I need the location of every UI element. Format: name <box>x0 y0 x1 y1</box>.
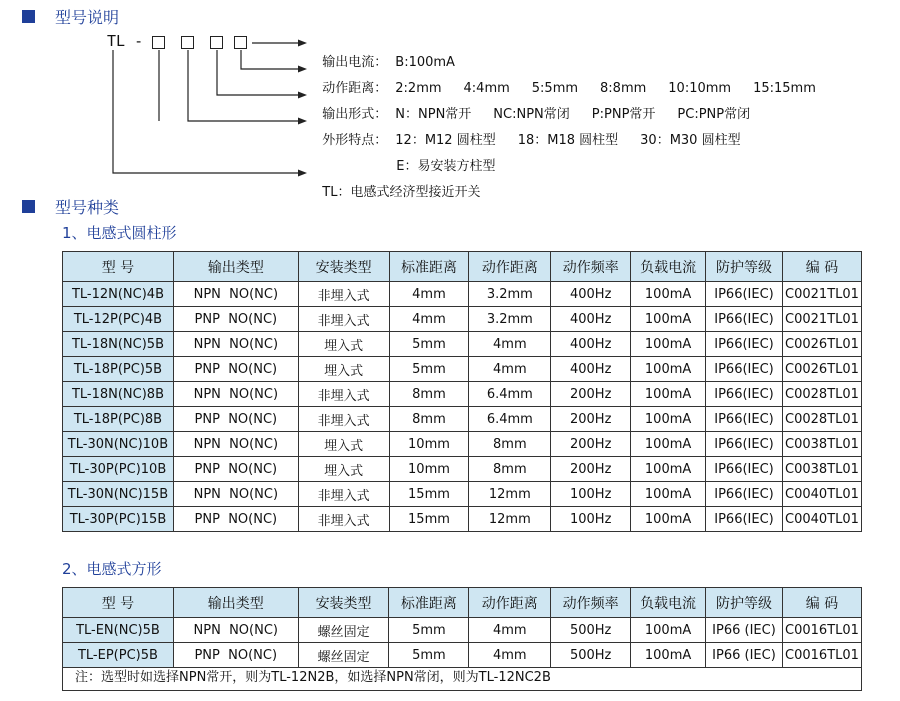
table-cell: 200Hz <box>551 457 631 482</box>
table-cell: C0016TL01 <box>782 643 861 668</box>
table-row <box>63 643 862 668</box>
table-cell: 螺丝固定 <box>298 643 389 668</box>
table-cell: NPN NO(NC) <box>173 432 298 457</box>
table-cell: 埋入式 <box>298 432 389 457</box>
legend-option: 8:8mm <box>600 81 647 96</box>
table-cell: C0026TL01 <box>782 357 861 382</box>
legend-option: N：NPN常开 <box>395 107 472 122</box>
table-cell: 100mA <box>631 643 706 668</box>
table-cell: 100mA <box>631 618 706 643</box>
header-cell: 防护等级 <box>706 588 783 618</box>
header-cell: 输出类型 <box>173 588 298 618</box>
model-cell: TL-18P(PC)5B <box>63 357 174 382</box>
table-cell: IP66 (IEC) <box>706 643 783 668</box>
table-cell: C0016TL01 <box>782 618 861 643</box>
legend-label: TL：电感式经济型接近开关 <box>322 185 481 200</box>
table-cell: 4mm <box>389 307 469 332</box>
header-cell: 负载电流 <box>631 252 706 282</box>
table-cell: 5mm <box>389 643 469 668</box>
cylinder-spec-table <box>62 251 862 532</box>
section-title-text: 型号说明 <box>55 7 120 27</box>
legend-option: 10:10mm <box>668 81 732 96</box>
header-cell: 标准距离 <box>389 252 469 282</box>
model-cell: TL-12P(PC)4B <box>63 307 174 332</box>
table-cell: 100mA <box>631 357 706 382</box>
table-cell: C0040TL01 <box>782 507 861 532</box>
table-cell: 100mA <box>631 282 706 307</box>
legend-option: 18：M18 圆柱型 <box>517 133 619 148</box>
table-cell: 400Hz <box>551 282 631 307</box>
table-cell: IP66(IEC) <box>706 307 783 332</box>
table-cell: 100mA <box>631 407 706 432</box>
legend-label: 输出形式： <box>322 107 388 122</box>
table-cell: 400Hz <box>551 357 631 382</box>
header-cell: 安装类型 <box>298 588 389 618</box>
table-cell: 埋入式 <box>298 332 389 357</box>
legend-label: 外形特点： <box>322 133 388 148</box>
table-cell: 400Hz <box>551 332 631 357</box>
table-cell: 4mm <box>389 282 469 307</box>
table-cell: IP66(IEC) <box>706 282 783 307</box>
table-cell: IP66(IEC) <box>706 382 783 407</box>
table-cell: 10mm <box>389 432 469 457</box>
table-row <box>63 282 862 307</box>
table-cell: 非埋入式 <box>298 382 389 407</box>
table-cell: 4mm <box>469 643 551 668</box>
table-cell: PNP NO(NC) <box>173 643 298 668</box>
model-cell: TL-18N(NC)8B <box>63 382 174 407</box>
table-cell: 500Hz <box>551 618 631 643</box>
table-cell: IP66(IEC) <box>706 457 783 482</box>
table-cell: 非埋入式 <box>298 482 389 507</box>
header-cell: 型 号 <box>63 588 174 618</box>
bullet-square-icon <box>22 200 35 213</box>
table-cell: 非埋入式 <box>298 507 389 532</box>
header-cell: 安装类型 <box>298 252 389 282</box>
header-cell: 负载电流 <box>631 588 706 618</box>
table-row <box>63 482 862 507</box>
table-cell: PNP NO(NC) <box>173 307 298 332</box>
model-code-prefix: TL - <box>107 32 144 50</box>
model-cell: TL-30P(PC)10B <box>63 457 174 482</box>
table-cell: 200Hz <box>551 407 631 432</box>
table-cell: 8mm <box>389 382 469 407</box>
table-cell: PNP NO(NC) <box>173 457 298 482</box>
legend-option: P:PNP常开 <box>591 107 656 122</box>
table-cell: 100mA <box>631 307 706 332</box>
header-cell: 型 号 <box>63 252 174 282</box>
table-cell: NPN NO(NC) <box>173 382 298 407</box>
table-cell: IP66(IEC) <box>706 407 783 432</box>
table-cell: 15mm <box>389 482 469 507</box>
table-cell: 5mm <box>389 618 469 643</box>
table-cell: PNP NO(NC) <box>173 357 298 382</box>
section-title-text: 型号种类 <box>55 197 120 217</box>
table-cell: IP66(IEC) <box>706 357 783 382</box>
model-cell: TL-18N(NC)5B <box>63 332 174 357</box>
table-cell: PNP NO(NC) <box>173 507 298 532</box>
model-cell: TL-12N(NC)4B <box>63 282 174 307</box>
header-cell: 动作频率 <box>551 252 631 282</box>
table-cell: C0040TL01 <box>782 482 861 507</box>
table-cell: 3.2mm <box>469 307 551 332</box>
table-cell: 6.4mm <box>469 382 551 407</box>
model-cell: TL-EP(PC)5B <box>63 643 174 668</box>
table-cell: 15mm <box>389 507 469 532</box>
table-row <box>63 507 862 532</box>
table-cell: 6.4mm <box>469 407 551 432</box>
table-cell: C0021TL01 <box>782 282 861 307</box>
legend-series <box>314 166 480 200</box>
legend-option: 4:4mm <box>463 81 510 96</box>
table-cell: C0026TL01 <box>782 332 861 357</box>
table-cell: 100mA <box>631 432 706 457</box>
table-cell: 螺丝固定 <box>298 618 389 643</box>
legend-option: 5:5mm <box>531 81 579 96</box>
table-row <box>63 457 862 482</box>
table-cell: C0021TL01 <box>782 307 861 332</box>
model-cell: TL-30P(PC)15B <box>63 507 174 532</box>
table-cell: 8mm <box>389 407 469 432</box>
legend-option: PC:PNP常闭 <box>677 107 751 122</box>
table-row <box>63 407 862 432</box>
table-cell: 10mm <box>389 457 469 482</box>
table-cell: C0038TL01 <box>782 457 861 482</box>
legend-label: 动作距离： <box>322 81 388 96</box>
header-cell: 编 码 <box>782 252 861 282</box>
table-cell: IP66(IEC) <box>706 507 783 532</box>
legend-option: 12：M12 圆柱型 <box>395 133 496 148</box>
table-cell: PNP NO(NC) <box>173 407 298 432</box>
table-cell: 5mm <box>389 332 469 357</box>
table-cell: 非埋入式 <box>298 407 389 432</box>
table-cell: 100mA <box>631 507 706 532</box>
legend-option: E：易安装方柱型 <box>396 159 496 174</box>
section-title-model-types <box>22 195 119 217</box>
model-cell: TL-30N(NC)10B <box>63 432 174 457</box>
header-cell: 防护等级 <box>706 252 783 282</box>
table-cell: 100mA <box>631 332 706 357</box>
table-cell: 非埋入式 <box>298 307 389 332</box>
table-cell: NPN NO(NC) <box>173 332 298 357</box>
table-cell: 12mm <box>469 507 551 532</box>
header-cell: 编 码 <box>782 588 861 618</box>
header-cell: 输出类型 <box>173 252 298 282</box>
table-cell: 埋入式 <box>298 457 389 482</box>
table-cell: 3.2mm <box>469 282 551 307</box>
model-cell: TL-EN(NC)5B <box>63 618 174 643</box>
legend-option: 30：M30 圆柱型 <box>640 133 741 148</box>
table-cell: 非埋入式 <box>298 282 389 307</box>
table-cell: 埋入式 <box>298 357 389 382</box>
model-code-leader-lines <box>0 0 320 190</box>
table-cell: 100mA <box>631 382 706 407</box>
legend-option: 15:15mm <box>753 81 816 96</box>
table-row <box>63 618 862 643</box>
table-cell: C0038TL01 <box>782 432 861 457</box>
legend-option: B:100mA <box>395 55 455 70</box>
table-cell: NPN NO(NC) <box>173 618 298 643</box>
header-cell: 动作频率 <box>551 588 631 618</box>
table-cell: IP66(IEC) <box>706 332 783 357</box>
model-cell: TL-30N(NC)15B <box>63 482 174 507</box>
legend-option: NC:NPN常闭 <box>493 107 570 122</box>
table-cell: 5mm <box>389 357 469 382</box>
square-spec-table <box>62 587 862 668</box>
table-cell: NPN NO(NC) <box>173 482 298 507</box>
table-cell: 8mm <box>469 457 551 482</box>
table-row <box>63 382 862 407</box>
header-cell: 动作距离 <box>469 252 551 282</box>
table-cell: IP66 (IEC) <box>706 618 783 643</box>
table-header-row <box>63 252 862 282</box>
subtitle-square: 2、电感式方形 <box>62 560 162 578</box>
table-cell: 400Hz <box>551 307 631 332</box>
table-cell: 500Hz <box>551 643 631 668</box>
table-cell: 100mA <box>631 457 706 482</box>
table-row <box>63 432 862 457</box>
header-cell: 动作距离 <box>469 588 551 618</box>
table-row <box>63 357 862 382</box>
table-cell: C0028TL01 <box>782 407 861 432</box>
table-cell: NPN NO(NC) <box>173 282 298 307</box>
legend-label: 输出电流： <box>322 55 388 70</box>
table-cell: 200Hz <box>551 432 631 457</box>
legend-option: 2:2mm <box>395 81 442 96</box>
table-cell: 100mA <box>631 482 706 507</box>
table-header-row <box>63 588 862 618</box>
table-row <box>63 332 862 357</box>
table-cell: 12mm <box>469 482 551 507</box>
header-cell: 标准距离 <box>389 588 469 618</box>
table-cell: IP66(IEC) <box>706 432 783 457</box>
table-cell: 4mm <box>469 618 551 643</box>
table-cell: 8mm <box>469 432 551 457</box>
subtitle-cylinder: 1、电感式圆柱形 <box>62 224 177 242</box>
legend-shape <box>314 114 763 148</box>
table-cell: 200Hz <box>551 382 631 407</box>
table-cell: 4mm <box>469 357 551 382</box>
table-cell: 4mm <box>469 332 551 357</box>
table-cell: 100Hz <box>551 482 631 507</box>
table-row <box>63 307 862 332</box>
table-cell: C0028TL01 <box>782 382 861 407</box>
table-cell: 100Hz <box>551 507 631 532</box>
table-cell: IP66(IEC) <box>706 482 783 507</box>
model-cell: TL-18P(PC)8B <box>63 407 174 432</box>
selection-note: 注：选型时如选择NPN常开，则为TL-12N2B，如选择NPN常闭，则为TL-12NC2B <box>62 665 862 691</box>
